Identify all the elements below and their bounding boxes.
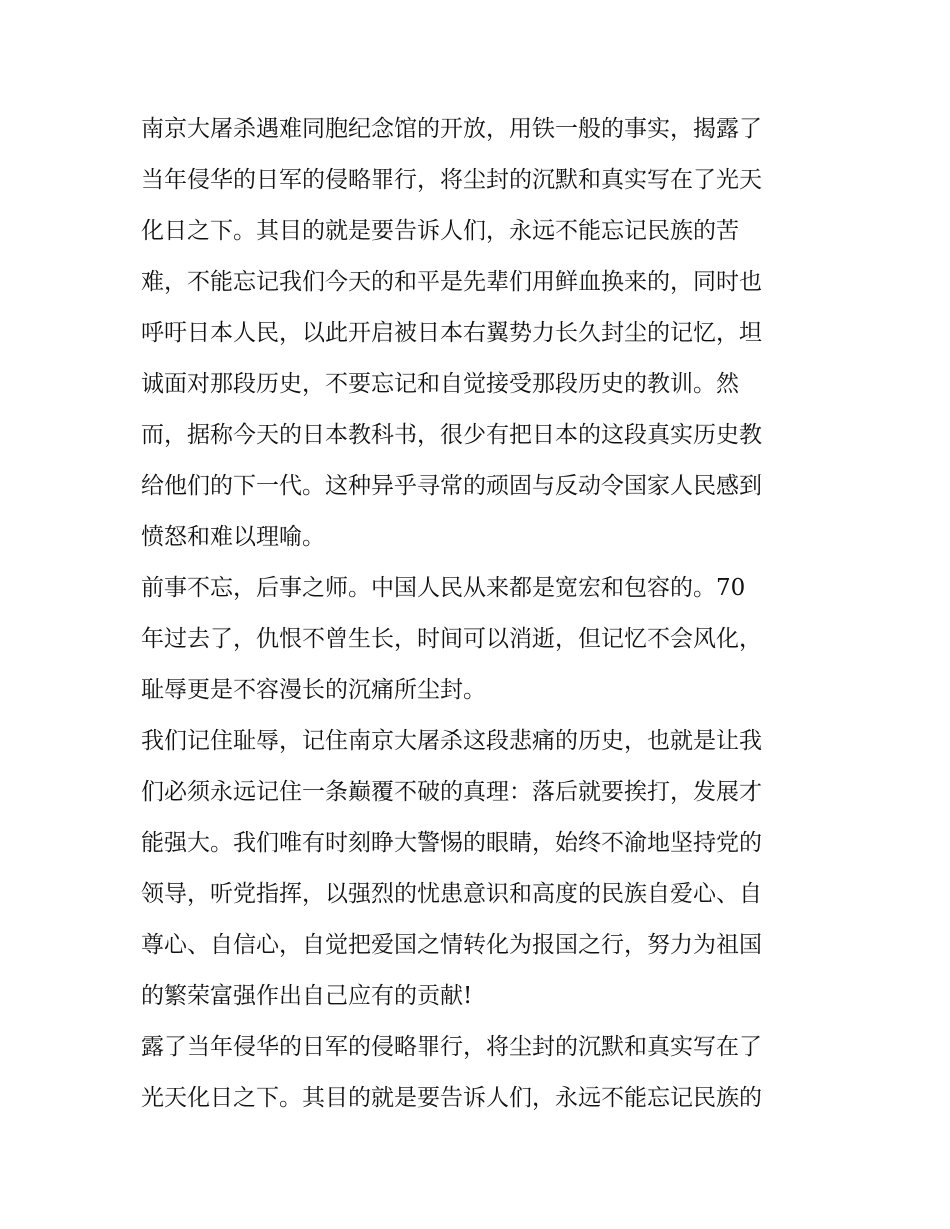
text-line: 们必须永远记住一条巅覆不破的真理：落后就要挨打，发展才 <box>141 779 762 805</box>
text-line: 我们记住耻辱，记住南京大屠杀这段悲痛的历史，也就是让我 <box>141 728 762 754</box>
text-line: 南京大屠杀遇难同胞纪念馆的开放，用铁一般的事实，揭露了 <box>141 116 762 142</box>
text-line: 年过去了，仇恨不曾生长，时间可以消逝，但记忆不会风化， <box>141 626 762 652</box>
text-line: 诚面对那段历史，不要忘记和自觉接受那段历史的教训。然 <box>141 371 739 397</box>
text-line: 的繁荣富强作出自己应有的贡献! <box>141 983 473 1009</box>
text-line: 尊心、自信心，自觉把爱国之情转化为报国之行，努力为祖国 <box>141 932 762 958</box>
text-line: 呼吁日本人民，以此开启被日本右翼势力长久封尘的记忆，坦 <box>141 320 762 346</box>
text-line: 能强大。我们唯有时刻睁大警惕的眼睛，始终不渝地坚持党的 <box>141 830 762 856</box>
text-line: 前事不忘，后事之师。中国人民从来都是宽宏和包容的。70 <box>141 575 746 601</box>
text-line: 而，据称今天的日本教科书，很少有把日本的这段真实历史教 <box>141 422 762 448</box>
text-line: 光天化日之下。其目的就是要告诉人们，永远不能忘记民族的 <box>141 1085 762 1111</box>
text-line: 化日之下。其目的就是要告诉人们，永远不能忘记民族的苦 <box>141 218 739 244</box>
text-line: 给他们的下一代。这种异乎寻常的顽固与反动令国家人民感到 <box>141 473 762 499</box>
text-line: 露了当年侵华的日军的侵略罪行，将尘封的沉默和真实写在了 <box>141 1034 762 1060</box>
text-line: 当年侵华的日军的侵略罪行，将尘封的沉默和真实写在了光天 <box>141 167 762 193</box>
text-line: 愤怒和难以理喻。 <box>141 524 325 550</box>
text-line: 耻辱更是不容漫长的沉痛所尘封。 <box>141 677 486 703</box>
document-body <box>141 104 821 1124</box>
text-line: 领导，听党指挥，以强烈的忧患意识和高度的民族自爱心、自 <box>141 881 762 907</box>
text-line: 难，不能忘记我们今天的和平是先辈们用鲜血换来的，同时也 <box>141 269 762 295</box>
